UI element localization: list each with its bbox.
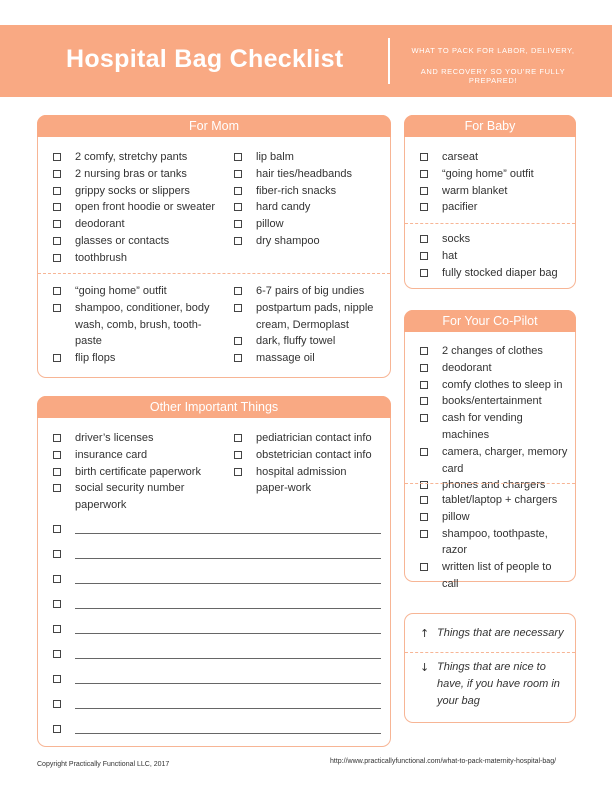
write-in-line[interactable] — [75, 683, 381, 684]
header-divider — [388, 38, 390, 84]
mom-nice-list-2 — [234, 283, 384, 367]
section-divider — [405, 223, 575, 224]
checkbox[interactable] — [420, 235, 428, 243]
checklist-item-label: pacifier — [442, 201, 478, 214]
checkbox[interactable] — [234, 304, 242, 312]
mom-nice-list-1 — [53, 283, 213, 367]
for-copilot-card — [404, 310, 576, 590]
checkbox[interactable] — [234, 170, 242, 178]
checklist-item-label: hat — [442, 249, 458, 262]
checkbox[interactable] — [420, 530, 428, 538]
checklist-item — [420, 509, 570, 526]
checklist-item — [420, 559, 570, 593]
for-baby-card — [404, 115, 576, 289]
checklist-item-label: insurance card — [75, 448, 148, 461]
checkbox[interactable] — [53, 287, 61, 295]
legend-card — [404, 613, 576, 723]
blank-line-item — [53, 595, 383, 620]
checklist-item-label: 2 changes of clothes — [442, 345, 543, 357]
checklist-item-label: warm blanket — [442, 184, 508, 197]
checklist-item — [234, 333, 384, 350]
checkbox[interactable] — [53, 237, 61, 245]
checklist-item-label: books/entertainment — [442, 395, 542, 408]
checklist-item-label: pillow — [442, 510, 470, 523]
checklist-item — [234, 300, 384, 334]
checkbox[interactable] — [53, 203, 61, 211]
checkbox[interactable] — [53, 468, 61, 476]
legend-necessary: ↑ Things that are necessary — [420, 627, 564, 640]
checkbox[interactable] — [420, 187, 428, 195]
checkbox[interactable] — [234, 354, 242, 362]
write-in-line[interactable] — [75, 658, 381, 659]
checklist-item — [53, 183, 229, 200]
checkbox[interactable] — [234, 287, 242, 295]
checklist-item — [53, 149, 229, 166]
checklist-item — [420, 526, 570, 560]
checklist-item — [234, 183, 384, 200]
checklist-item-label: lip balm — [256, 151, 294, 163]
checkbox[interactable] — [53, 725, 61, 733]
for-mom-card — [37, 115, 391, 378]
checklist-item — [53, 233, 229, 250]
checklist-item — [420, 492, 570, 509]
checkbox[interactable] — [234, 434, 242, 442]
checkbox[interactable] — [234, 337, 242, 345]
write-in-line[interactable] — [75, 608, 381, 609]
checklist-item — [420, 183, 570, 200]
blank-line-item — [53, 695, 383, 720]
checkbox[interactable] — [53, 153, 61, 161]
checklist-item-label: cash for vending machines — [442, 412, 523, 441]
arrow-up-icon: ↑ — [420, 627, 430, 640]
checklist-item — [53, 283, 213, 300]
checklist-item-label: written list of people to call — [442, 561, 552, 590]
footer-url[interactable]: http://www.practicallyfunctional.com/what-to-pack-maternity-hospital-bag/ — [330, 758, 557, 765]
checklist-item — [53, 199, 229, 216]
checklist-item — [53, 447, 213, 464]
checklist-item — [53, 350, 213, 367]
checklist-item-label: postpartum pads, nipple cream, Dermoplast — [256, 301, 374, 331]
checklist-item — [420, 377, 570, 394]
checklist-item-label: carseat — [442, 151, 479, 163]
header-banner — [0, 25, 612, 97]
checkbox[interactable] — [420, 252, 428, 260]
blank-line-item — [53, 720, 383, 745]
checkbox[interactable] — [53, 220, 61, 228]
checklist-item — [420, 248, 570, 265]
checklist-item-label: massage oil — [256, 352, 315, 365]
footer-copyright: Copyright Practically Functional LLC, 2017 — [37, 761, 170, 768]
baby-necessary-list — [420, 149, 570, 216]
checklist-item — [420, 444, 570, 478]
checklist-item — [53, 464, 213, 481]
checkbox[interactable] — [420, 448, 428, 456]
checklist-item-label: socks — [442, 233, 471, 245]
checkbox[interactable] — [53, 575, 61, 583]
checklist-item — [234, 233, 384, 250]
checklist-item-label: tablet/laptop + chargers — [442, 494, 558, 506]
checkbox[interactable] — [53, 675, 61, 683]
checklist-item — [234, 283, 384, 300]
checklist-item — [234, 166, 384, 183]
blank-line-item — [53, 545, 383, 570]
checkbox[interactable] — [420, 513, 428, 521]
checklist-item-label: comfy clothes to sleep in — [442, 378, 563, 391]
checklist-item-label: shampoo, toothpaste, razor — [442, 527, 548, 557]
section-divider — [38, 273, 390, 274]
checklist-item — [420, 360, 570, 377]
checklist-item — [53, 166, 229, 183]
arrow-down-icon: ↓ — [420, 661, 430, 674]
checklist-item — [234, 149, 384, 166]
other-list-1 — [53, 430, 213, 514]
checkbox[interactable] — [420, 153, 428, 161]
checkbox[interactable] — [420, 414, 428, 422]
checklist-item — [420, 231, 570, 248]
page-title: Hospital Bag Checklist — [66, 45, 344, 73]
checklist-item-label: 2 comfy, stretchy pants — [75, 151, 188, 163]
checklist-item-label: hospital admission paper-work — [256, 465, 347, 495]
mom-necessary-list-1 — [53, 149, 229, 267]
checkbox[interactable] — [53, 650, 61, 658]
checkbox[interactable] — [53, 451, 61, 459]
checklist-item-label: camera, charger, memory card — [442, 445, 568, 475]
checklist-item — [420, 149, 570, 166]
checkbox[interactable] — [53, 170, 61, 178]
write-in-line[interactable] — [75, 558, 381, 559]
checkbox[interactable] — [53, 525, 61, 533]
checkbox[interactable] — [420, 269, 428, 277]
checkbox[interactable] — [420, 381, 428, 389]
checklist-item-label: fiber-rich snacks — [256, 184, 337, 197]
checklist-item — [53, 216, 229, 233]
for-copilot-heading: For Your Co-Pilot — [404, 310, 576, 332]
checkbox[interactable] — [53, 304, 61, 312]
legend-nice: ↓ Things that are nice to have, if you have room in your bag — [420, 661, 560, 707]
checklist-item — [234, 350, 384, 367]
checklist-item-label: pediatrician contact info — [256, 432, 372, 444]
blank-lines-list — [53, 520, 383, 745]
blank-line-item — [53, 620, 383, 645]
for-baby-heading: For Baby — [404, 115, 576, 137]
write-in-line[interactable] — [75, 733, 381, 734]
checkbox[interactable] — [53, 484, 61, 492]
checklist-item — [420, 166, 570, 183]
checkbox[interactable] — [234, 451, 242, 459]
checkbox[interactable] — [420, 496, 428, 504]
checklist-item-label: pillow — [256, 218, 284, 231]
checkbox[interactable] — [420, 563, 428, 571]
checklist-item-label: deodorant — [75, 218, 125, 231]
checklist-item — [234, 447, 374, 464]
checklist-item-label: obstetrician contact info — [256, 448, 372, 461]
checklist-item-label: phones and chargers — [442, 479, 546, 492]
checklist-item-label: dark, fluffy towel — [256, 335, 336, 348]
blank-line-item — [53, 520, 383, 545]
checklist-item — [420, 410, 570, 444]
copilot-nice-list — [420, 492, 570, 593]
other-list-2 — [234, 430, 374, 497]
checkbox[interactable] — [53, 600, 61, 608]
checkbox[interactable] — [420, 170, 428, 178]
blank-line-item — [53, 570, 383, 595]
checkbox[interactable] — [234, 153, 242, 161]
checklist-item — [420, 343, 570, 360]
baby-nice-list — [420, 231, 570, 281]
checklist-item — [53, 300, 213, 350]
write-in-line[interactable] — [75, 533, 381, 534]
checklist-item — [420, 199, 570, 216]
checklist-item-label: grippy socks or slippers — [75, 184, 190, 197]
checklist-item — [234, 464, 374, 498]
header-subtitle-line1: WHAT TO PACK FOR LABOR, DELIVERY, — [411, 46, 575, 55]
checklist-item-label: shampoo, conditioner, body wash, comb, brush, tooth-paste — [75, 301, 210, 348]
checklist-item-label: hard candy — [256, 201, 311, 214]
checkbox[interactable] — [53, 434, 61, 442]
checkbox[interactable] — [53, 187, 61, 195]
checklist-item-label: birth certificate paperwork — [75, 465, 201, 478]
checkbox[interactable] — [53, 625, 61, 633]
write-in-line[interactable] — [75, 633, 381, 634]
checklist-item-label: dry shampoo — [256, 234, 320, 247]
checklist-item-label: “going home” outfit — [442, 167, 534, 180]
checkbox[interactable] — [234, 237, 242, 245]
checklist-item — [53, 480, 213, 514]
checklist-item — [53, 250, 229, 267]
write-in-line[interactable] — [75, 708, 381, 709]
checkbox[interactable] — [53, 354, 61, 362]
blank-line-item — [53, 670, 383, 695]
checkbox[interactable] — [420, 397, 428, 405]
checklist-item-label: 6-7 pairs of big undies — [256, 285, 365, 297]
checkbox[interactable] — [234, 468, 242, 476]
checklist-item-label: hair ties/headbands — [256, 167, 353, 180]
checklist-item — [53, 430, 213, 447]
checkbox[interactable] — [53, 700, 61, 708]
other-things-heading: Other Important Things — [37, 396, 391, 418]
checklist-item-label: open front hoodie or sweater — [75, 201, 216, 214]
section-divider — [405, 652, 575, 653]
write-in-line[interactable] — [75, 583, 381, 584]
checklist-item-label: toothbrush — [75, 251, 127, 264]
mom-necessary-list-2 — [234, 149, 384, 250]
other-things-card — [37, 396, 391, 747]
blank-line-item — [53, 645, 383, 670]
section-divider — [405, 483, 575, 484]
checkbox[interactable] — [53, 550, 61, 558]
checklist-item-label: fully stocked diaper bag — [442, 266, 558, 279]
checklist-item-label: flip flops — [75, 352, 116, 365]
for-mom-heading: For Mom — [37, 115, 391, 137]
checkbox[interactable] — [53, 254, 61, 262]
checkbox[interactable] — [234, 220, 242, 228]
checkbox[interactable] — [420, 203, 428, 211]
checklist-item-label: social security number paperwork — [75, 482, 185, 512]
checklist-item-label: deodorant — [442, 361, 492, 374]
copilot-necessary-list — [420, 343, 570, 494]
checklist-item — [420, 265, 570, 282]
checklist-item-label: glasses or contacts — [75, 234, 170, 247]
checklist-item — [420, 393, 570, 410]
checkbox[interactable] — [420, 364, 428, 372]
header-subtitle-line2: AND RECOVERY SO YOU'RE FULLY PREPARED! — [420, 67, 566, 85]
checklist-item — [234, 430, 374, 447]
checklist-item — [234, 199, 384, 216]
checklist-item-label: 2 nursing bras or tanks — [75, 167, 187, 180]
checklist-item-label: “going home” outfit — [75, 285, 167, 297]
checklist-item — [234, 216, 384, 233]
checkbox[interactable] — [234, 187, 242, 195]
checkbox[interactable] — [420, 347, 428, 355]
checklist-item-label: driver’s licenses — [75, 432, 154, 444]
checkbox[interactable] — [234, 203, 242, 211]
